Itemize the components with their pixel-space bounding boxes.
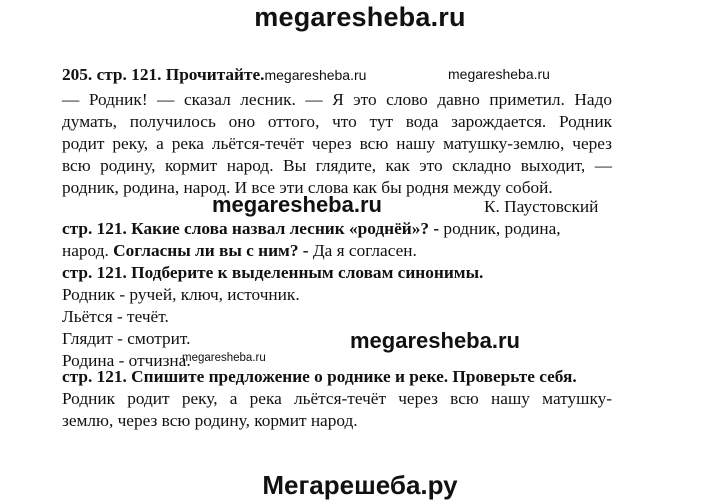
question-2: стр. 121. Подберите к выделенным словам синонимы.: [62, 263, 484, 282]
question-1-row: [62, 218, 561, 240]
question-1b-row: [62, 240, 417, 262]
watermark-small: megaresheba.ru: [182, 352, 266, 364]
exercise-text-line: родник, родина, народ. И все эти слова как бы родня между собой.: [62, 178, 553, 197]
watermark-mid-right: megaresheba.ru: [350, 328, 520, 353]
exercise-text-line: родит реку, а река льётся-течёт через всю нашу матушку-землю, через: [62, 134, 612, 153]
exercise-text-line: всю родину, кормит народ. Вы глядите, как это складно выходит, —: [62, 156, 612, 175]
answer-1b: народ.: [62, 241, 109, 260]
exercise-heading: 205. стр. 121. Прочитайте.: [62, 65, 265, 84]
author: К. Паустовский: [484, 197, 599, 216]
watermark-header-right: megaresheba.ru: [448, 66, 550, 82]
watermark-top: megaresheba.ru: [254, 2, 466, 32]
exercise-text-line: — Родник! — сказал лесник. — Я это слово давно приметил. Надо: [62, 90, 612, 109]
exercise-heading-row: [62, 64, 366, 86]
answer-3-line: землю, через всю родину, кормит народ.: [62, 411, 358, 430]
answer-1a: родник, родина,: [439, 219, 561, 238]
synonym-line: Глядит - смотрит.: [62, 329, 191, 348]
watermark-inline: megaresheba.ru: [264, 67, 367, 83]
answer-3-line: Родник родит реку, а река льётся-течёт через всю нашу матушку-: [62, 389, 612, 408]
synonym-line: Родник - ручей, ключ, источник.: [62, 285, 300, 304]
question-3: стр. 121. Спишите предложение о роднике и реке. Проверьте себя.: [62, 367, 577, 386]
synonym-line: Родина - отчизна.: [62, 351, 191, 370]
question-1b: Согласны ли вы с ним? -: [113, 241, 309, 260]
answer-1c: Да я согласен.: [308, 241, 417, 260]
question-1: стр. 121. Какие слова назвал лесник «роднёй»? -: [62, 219, 440, 238]
watermark-mid-left: megaresheba.ru: [212, 192, 382, 217]
watermark-bottom: Мегарешеба.ру: [262, 470, 458, 500]
exercise-text-line: думать, получилось оно оттого, что тут вода зарождается. Родник: [62, 112, 612, 131]
synonym-line: Льётся - течёт.: [62, 307, 169, 326]
